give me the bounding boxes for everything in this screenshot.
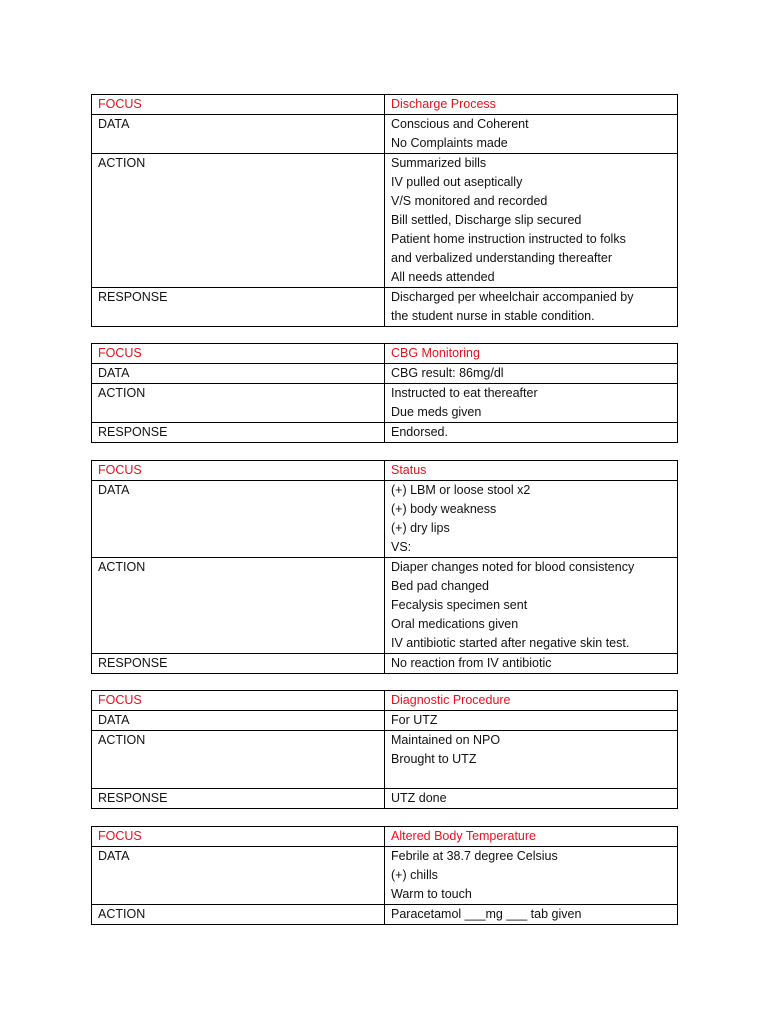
content-line: IV pulled out aseptically <box>391 175 523 189</box>
content-line: the student nurse in stable condition. <box>391 309 595 323</box>
content-line: Febrile at 38.7 degree Celsius <box>391 849 558 863</box>
content-line: and verbalized understanding thereafter <box>391 251 612 265</box>
data-row <box>92 364 678 384</box>
content-line: For UTZ <box>391 713 438 727</box>
row-label: DATA <box>92 481 385 558</box>
row-content <box>385 115 678 154</box>
content-line: Discharged per wheelchair accompanied by <box>391 290 634 304</box>
row-label: RESPONSE <box>92 423 385 443</box>
focus-row <box>92 95 678 115</box>
focus-label: FOCUS <box>92 827 385 847</box>
focus-row <box>92 461 678 481</box>
row-content <box>385 789 678 809</box>
content-line: Paracetamol ___mg ___ tab given <box>391 907 582 921</box>
content-line: (+) dry lips <box>391 521 450 535</box>
response-row <box>92 288 678 327</box>
content-line: Bed pad changed <box>391 579 490 593</box>
row-content <box>385 558 678 654</box>
row-content <box>385 847 678 905</box>
content-line: (+) chills <box>391 868 438 882</box>
content-line: Summarized bills <box>391 156 487 170</box>
row-content <box>385 905 678 925</box>
row-content <box>385 711 678 731</box>
row-content <box>385 481 678 558</box>
content-line: IV antibiotic started after negative skin test. <box>391 636 630 650</box>
response-row <box>92 789 678 809</box>
row-content <box>385 364 678 384</box>
content-line: Oral medications given <box>391 617 519 631</box>
focus-value: Altered Body Temperature <box>385 827 678 847</box>
content-line <box>391 769 671 788</box>
data-row <box>92 711 678 731</box>
focus-value: Diagnostic Procedure <box>385 691 678 711</box>
data-row <box>92 115 678 154</box>
action-row <box>92 731 678 789</box>
content-line: Instructed to eat thereafter <box>391 386 538 400</box>
row-content <box>385 423 678 443</box>
data-row <box>92 481 678 558</box>
action-row <box>92 384 678 423</box>
content-line: No Complaints made <box>391 136 508 150</box>
response-row <box>92 654 678 674</box>
focus-label: FOCUS <box>92 691 385 711</box>
fdar-table <box>91 690 678 809</box>
response-row <box>92 423 678 443</box>
row-content <box>385 384 678 423</box>
content-line: Fecalysis specimen sent <box>391 598 528 612</box>
data-row <box>92 847 678 905</box>
action-row <box>92 558 678 654</box>
content-line: No reaction from IV antibiotic <box>391 656 552 670</box>
row-content <box>385 288 678 327</box>
focus-row <box>92 827 678 847</box>
row-label: DATA <box>92 711 385 731</box>
content-line: Endorsed. <box>391 425 448 439</box>
fdar-table <box>91 343 678 443</box>
content-line: Warm to touch <box>391 887 472 901</box>
focus-value: Status <box>385 461 678 481</box>
content-line: Patient home instruction instructed to folks <box>391 232 626 246</box>
row-content <box>385 654 678 674</box>
fdar-table <box>91 460 678 674</box>
content-line: Brought to UTZ <box>391 752 477 766</box>
row-label: RESPONSE <box>92 288 385 327</box>
focus-label: FOCUS <box>92 344 385 364</box>
fdar-table <box>91 826 678 925</box>
row-label: ACTION <box>92 154 385 288</box>
focus-label: FOCUS <box>92 95 385 115</box>
row-label: RESPONSE <box>92 789 385 809</box>
focus-label: FOCUS <box>92 461 385 481</box>
content-line: (+) body weakness <box>391 502 497 516</box>
content-line: Conscious and Coherent <box>391 117 529 131</box>
focus-row <box>92 344 678 364</box>
row-label: DATA <box>92 847 385 905</box>
fdar-table <box>91 94 678 327</box>
content-line: Maintained on NPO <box>391 733 501 747</box>
row-content <box>385 154 678 288</box>
content-line: (+) LBM or loose stool x2 <box>391 483 531 497</box>
content-line: Diaper changes noted for blood consistency <box>391 560 635 574</box>
content-line: CBG result: 86mg/dl <box>391 366 504 380</box>
content-line: UTZ done <box>391 791 447 805</box>
action-row <box>92 905 678 925</box>
row-label: ACTION <box>92 558 385 654</box>
focus-value: CBG Monitoring <box>385 344 678 364</box>
action-row <box>92 154 678 288</box>
focus-row <box>92 691 678 711</box>
row-label: DATA <box>92 364 385 384</box>
content-line: VS: <box>391 540 412 554</box>
row-label: ACTION <box>92 384 385 423</box>
row-label: RESPONSE <box>92 654 385 674</box>
row-content <box>385 731 678 789</box>
row-label: DATA <box>92 115 385 154</box>
row-label: ACTION <box>92 731 385 789</box>
row-label: ACTION <box>92 905 385 925</box>
content-line: V/S monitored and recorded <box>391 194 548 208</box>
content-line: Due meds given <box>391 405 482 419</box>
content-line: All needs attended <box>391 270 495 284</box>
content-line: Bill settled, Discharge slip secured <box>391 213 582 227</box>
focus-value: Discharge Process <box>385 95 678 115</box>
